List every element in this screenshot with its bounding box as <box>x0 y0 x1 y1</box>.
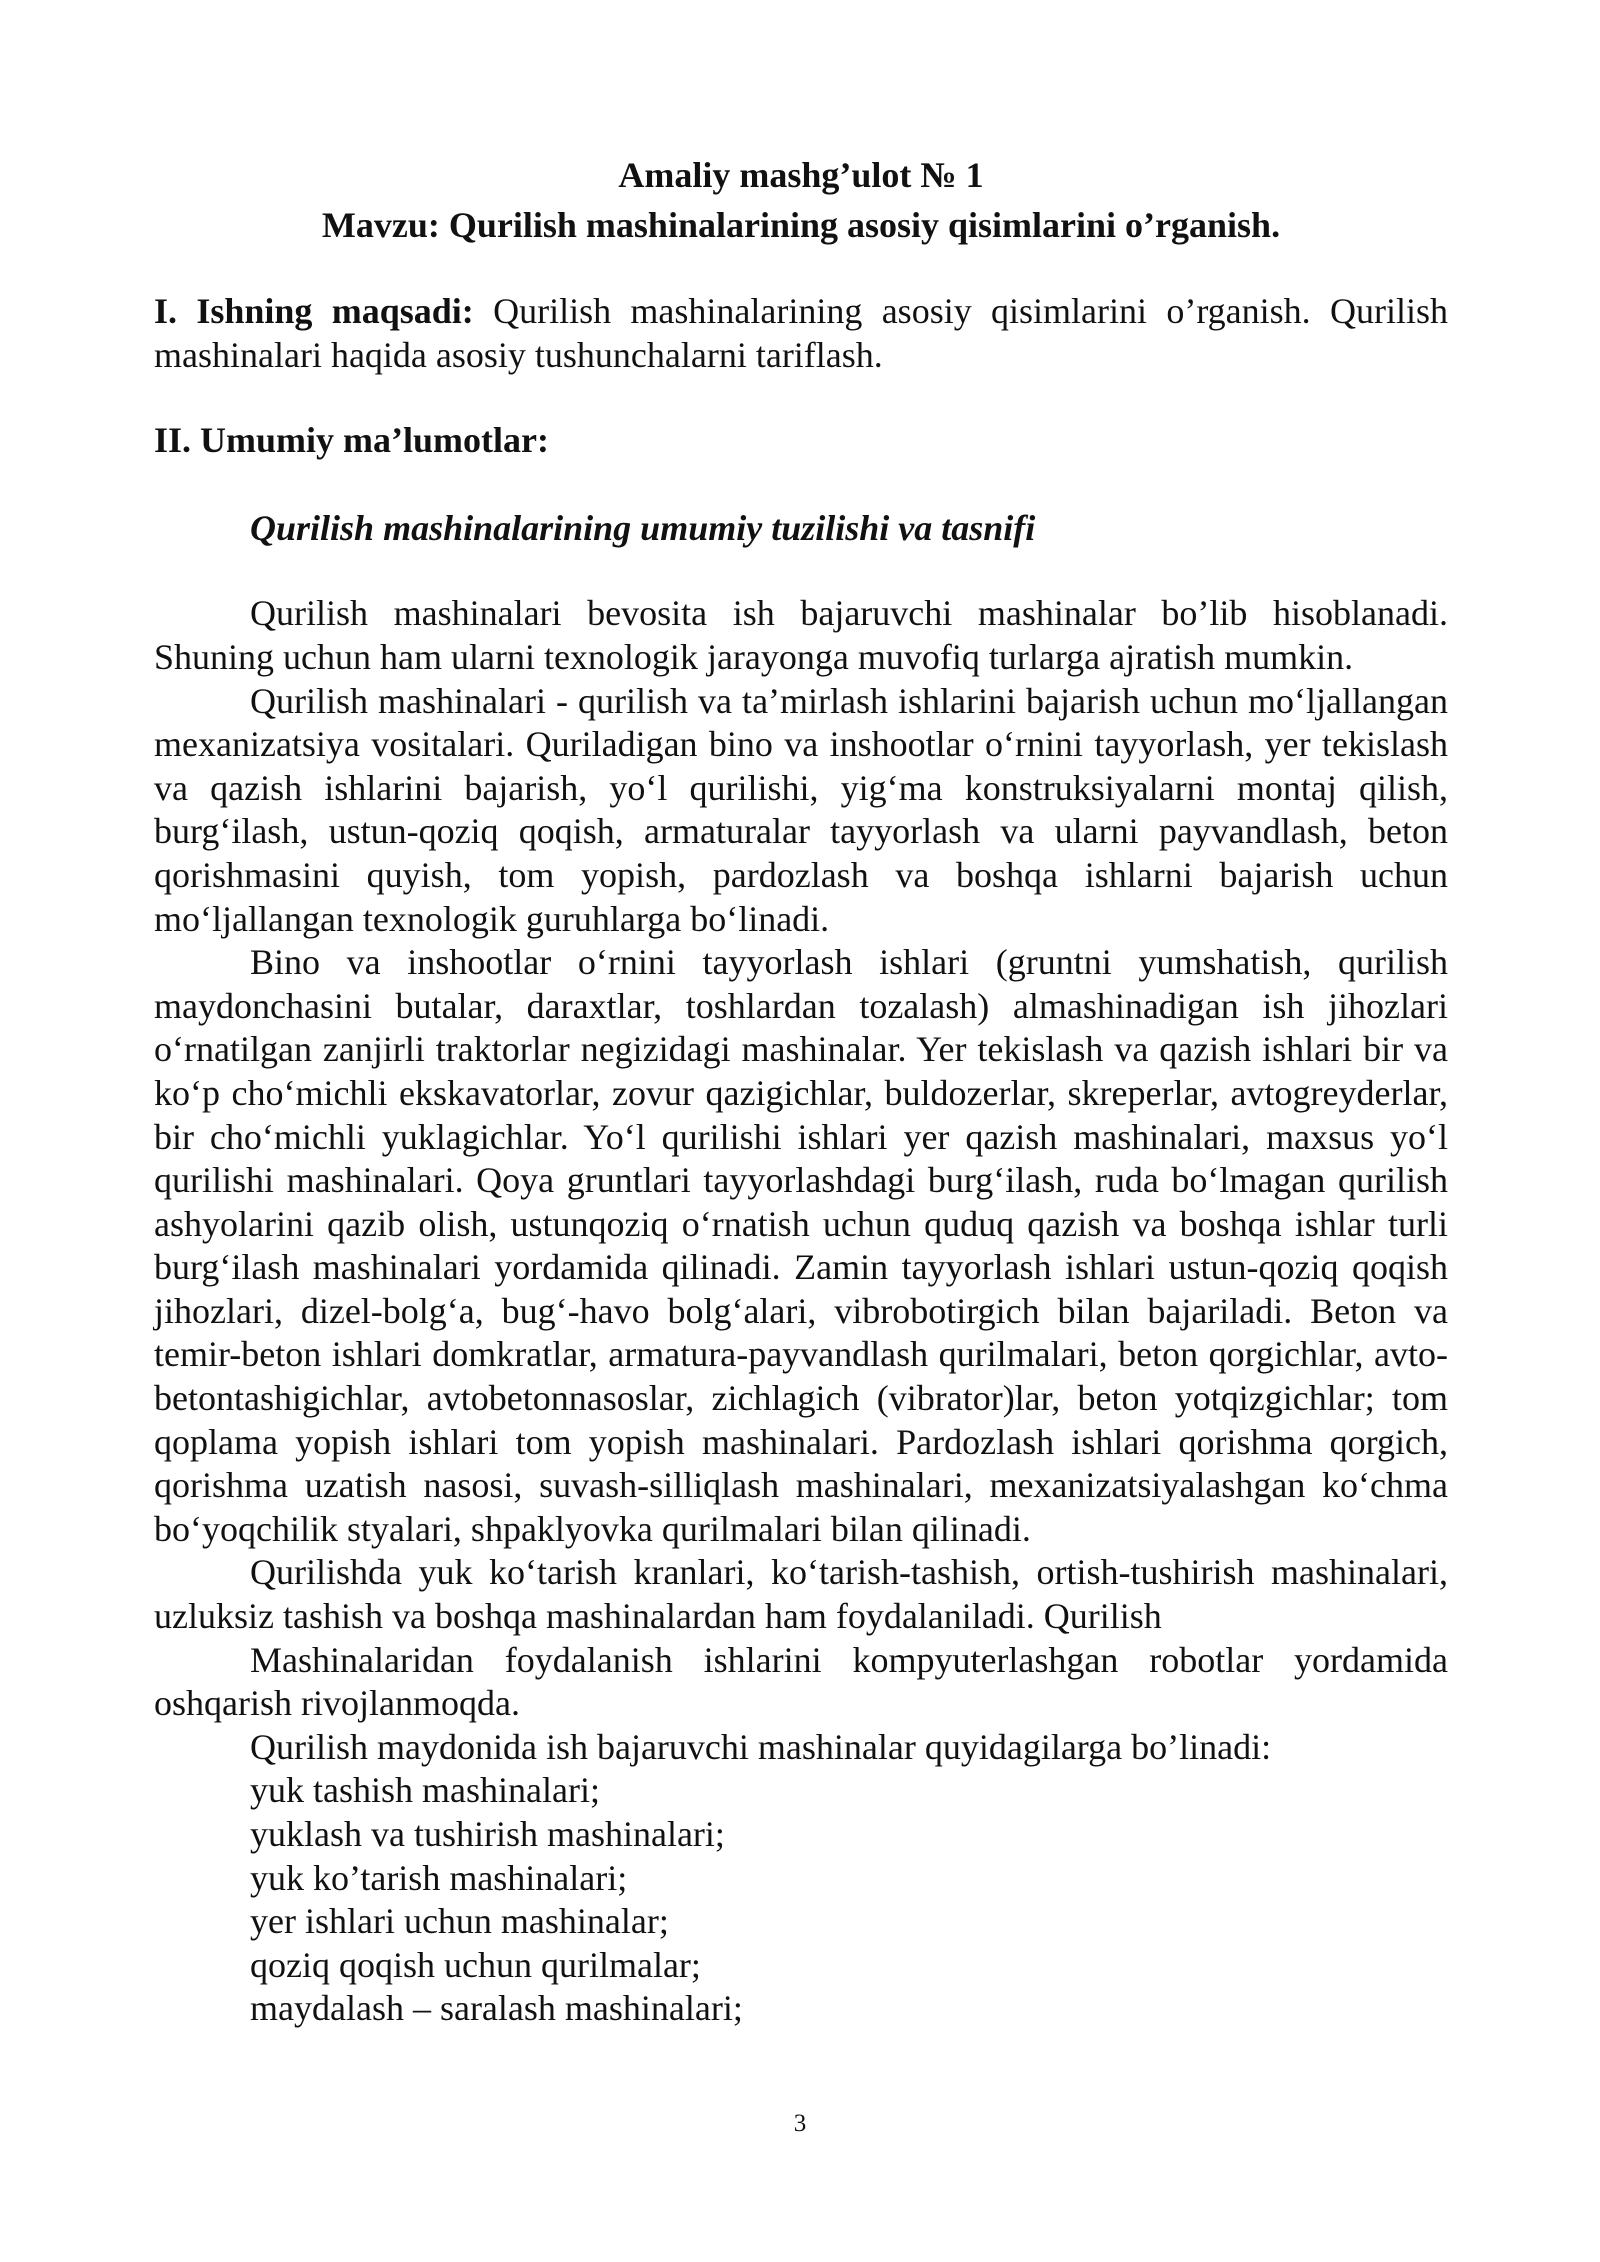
paragraph: Qurilishda yuk ko‘tarish kranlari, ko‘tarish-tashish, ortish-tushirish mashinalari, uzluksiz tashish va boshqa mashinalardan ham foydalaniladi. Qurilish <box>154 1552 1448 1637</box>
document-title: Amaliy mashg’ulot № 1 <box>618 155 984 195</box>
list-item: yuk tashish mashinalari; <box>250 1770 600 1811</box>
paragraph: Qurilish maydonida ish bajaruvchi mashinalar quyidagilarga bo’linadi: <box>250 1726 1272 1767</box>
page-number: 3 <box>793 2110 807 2137</box>
page-content <box>154 150 1448 2031</box>
section-general-info: II. Umumiy ma’lumotlar: <box>154 420 549 461</box>
paragraph: Qurilish mashinalari bevosita ish bajaruvchi mashinalar bo’lib hisoblanadi. Shuning uchun ham ularni texnologik jarayonga muvofiq turlarga ajratish mumkin. <box>154 593 1448 677</box>
list-item: maydalash – saralash mashinalari; <box>250 1988 743 2029</box>
paragraph: Mashinalaridan foydalanish ishlarini kompyuterlashgan robotlar yordamida oshqarish rivojlanmoqda. <box>154 1639 1448 1724</box>
paragraph: Bino va inshootlar o‘rnini tayyorlash ishlari (gruntni yumshatish, qurilish maydonchasini butalar, daraxtlar, toshlardan tozalash) almashinadigan ish jihozlari o‘rnatilgan zanjirli traktorlar negizidagi mashinalar. Yer tekislash va qazish ishlari bir va ko‘p cho‘michli ekskavatorlar, zovur qazigichlar, buldozerlar, skreperlar, avtogreyderlar, bir cho‘michli yuklagichlar. Yo‘l qurilishi ishlari yer qazish mashinalari, maxsus yo‘l qurilishi mashinalari. Qoya gruntlari tayyorlashdagi burg‘ilash, ruda bo‘lmagan qurilish ashyolarini qazib olish, ustunqoziq o‘rnatish uchun quduq qazish va boshqa ishlar turli burg‘ilash mashinalari yordamida qilinadi. Zamin tayyorlash ishlari ustun-qoziq qoqish jihozlari, dizel-bolg‘a, bug‘-havo bolg‘alari, vibrobotirgich bilan bajariladi. Beton va temir-beton ishlari domkratlar, armatura-payvandlash qurilmalari, beton qorgichlar, avto-betontashigichlar, avtobetonnasoslar, zichlagich (vibrator)lar, beton yotqizgichlar; tom qoplama yopish ishlari tom yopish mashinalari. Pardozlash ishlari qorishma qorgich, qorishma uzatish nasosi, suvash-silliqlash mashinalari, mexanizatsiyalashgan ko‘chma bo‘yoqchilik styalari, shpaklyovka qurilmalari bilan qilinadi. <box>154 942 1448 1549</box>
paragraph: Qurilish mashinalari - qurilish va ta’mirlash ishlarini bajarish uchun mo‘ljallangan mexanizatsiya vositalari. Quriladigan bino va inshootlar o‘rnini tayyorlash, yer tekislash va qazish ishlarini bajarish, yo‘l qurilishi, yig‘ma konstruksiyalarni montaj qilish, burg‘ilash, ustun-qoziq qoqish, armaturalar tayyorlash va ularni payvandlash, beton qorishmasini quyish, tom yopish, pardozlash va boshqa ishlarni bajarish uchun mo‘ljallangan texnologik guruhlarga bo‘linadi. <box>154 680 1448 939</box>
machine-types-list <box>154 1769 1448 2031</box>
list-item: yuklash va tushirish mashinalari; <box>250 1814 725 1854</box>
list-item: yer ishlari uchun mashinalar; <box>250 1901 669 1942</box>
list-item: qoziq qoqish uchun qurilmalar; <box>250 1944 701 1985</box>
section-goal <box>154 290 1448 377</box>
subheading: Qurilish mashinalarining umumiy tuzilishi va tasnifi <box>250 507 1036 548</box>
document-topic: Mavzu: Qurilish mashinalarining asosiy qisimlarini o’rganish. <box>321 205 1281 245</box>
list-item: yuk ko’tarish mashinalari; <box>250 1857 628 1898</box>
section-goal-label: I. Ishning maqsadi: <box>154 291 474 331</box>
section-goal-text: Qurilish mashinalarining asosiy qisimlarini o’rganish. Qurilish mashinalari haqida asosiy tushunchalarni tariflash. <box>154 291 1448 375</box>
body-text <box>154 592 1448 2031</box>
